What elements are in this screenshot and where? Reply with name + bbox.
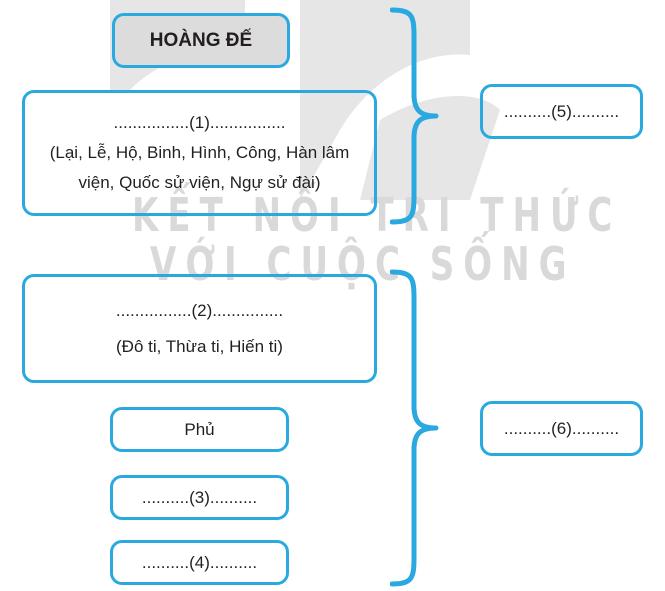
box-6: [480, 401, 643, 456]
watermark-text-line2: VỚI CUỘC SỐNG: [150, 238, 576, 292]
box-3-label: ..........(3)..........: [141, 487, 258, 507]
hoang-de-box: [112, 13, 290, 68]
box-4: [110, 540, 289, 585]
box-3: [110, 475, 289, 520]
phu-label: Phủ: [184, 419, 215, 439]
hoang-de-label: HOÀNG ĐẾ: [149, 29, 253, 51]
brace-bottom: [390, 268, 450, 588]
box-2-blank: ................(2)...............: [115, 300, 284, 320]
box-5-label: ..........(5)..........: [503, 101, 620, 121]
box-6-label: ..........(6)..........: [503, 418, 620, 438]
box-2: [22, 274, 377, 383]
box-1-detail: (Lại, Lễ, Hộ, Binh, Hình, Công, Hàn lâm viện, Quốc sử viện, Ngự sử đài): [49, 143, 350, 192]
box-1: [22, 90, 377, 216]
box-4-label: ..........(4)..........: [141, 552, 258, 572]
box-2-detail: (Đô ti, Thừa ti, Hiến ti): [116, 336, 283, 356]
box-5: [480, 84, 643, 139]
watermark-text-line1: KẾT NỐI TRI THỨC: [132, 189, 622, 243]
phu-box: [110, 407, 289, 452]
brace-top: [390, 6, 450, 226]
box-1-blank: ................(1)................: [113, 113, 286, 132]
